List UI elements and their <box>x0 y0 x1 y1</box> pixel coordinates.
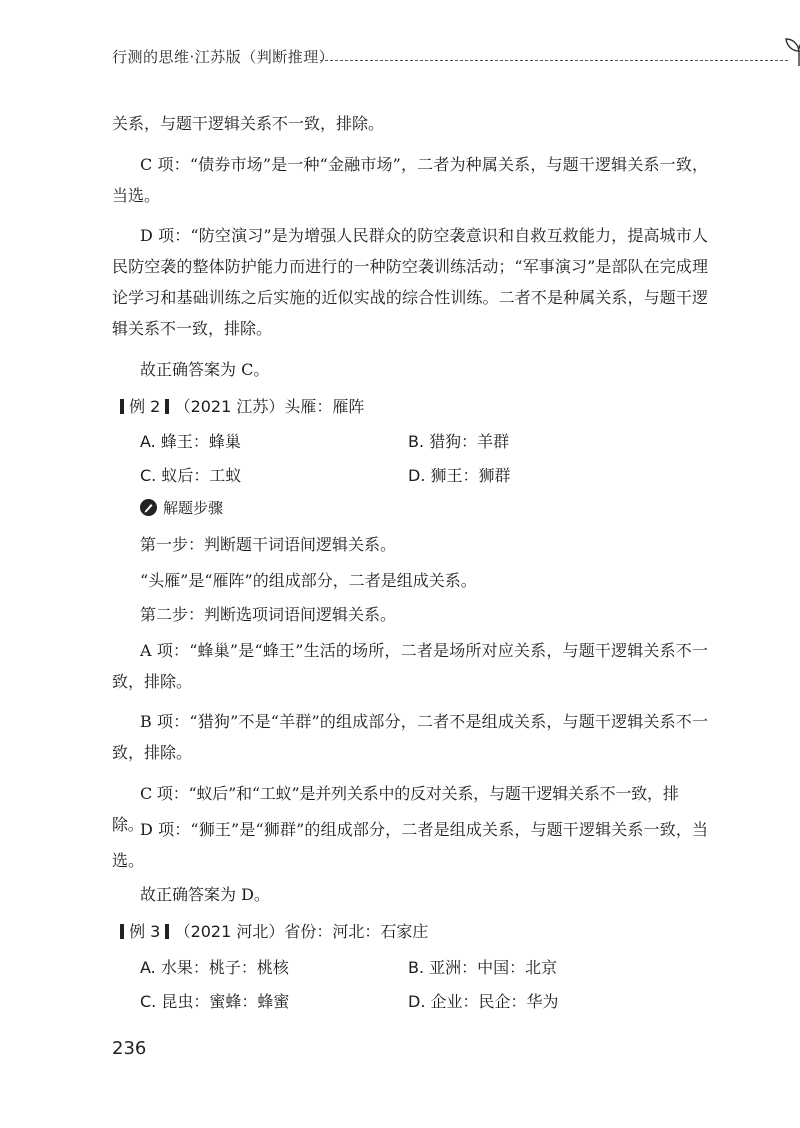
example-2-option-b: B. 猎狗：羊群 <box>408 432 510 451</box>
running-header <box>112 46 712 74</box>
step-2: 第二步：判断选项词语间逻辑关系。 <box>140 605 397 624</box>
solution-steps-title: 解题步骤 <box>163 499 224 517</box>
analysis-option-a: A 项：“蜂巢”是“蜂王”生活的场所，二者是场所对应关系，与题干逻辑关系不一致，排除。 <box>112 641 708 691</box>
example-3-option-d: D. 企业：民企：华为 <box>408 992 559 1011</box>
analysis-option-d: D 项：“狮王”是“狮群”的组成部分，二者是组成关系，与题干逻辑关系一致，当选。 <box>112 820 708 870</box>
example-3-stem: 省份：河北：石家庄 <box>284 922 429 941</box>
paragraph-option-c: C 项：“债券市场”是一种“金融市场”，二者为种属关系，与题干逻辑关系一致，当选。 <box>112 155 708 205</box>
pencil-badge-icon <box>140 499 157 516</box>
solution-steps-heading <box>140 497 223 518</box>
example-3-label: 例 3 <box>129 922 161 941</box>
analysis-option-b: B 项：“猎狗”不是“羊群”的组成部分，二者不是组成关系，与题干逻辑关系不一致，排除。 <box>112 712 708 762</box>
example-2-label: 例 2 <box>129 397 161 416</box>
example-marker-right <box>165 924 169 939</box>
example-marker-right <box>165 399 169 414</box>
example-3-option-c: C. 昆虫：蜜蜂：蜂蜜 <box>140 992 290 1011</box>
sprout-icon <box>782 34 800 68</box>
book-title: 行测的思维·江苏版（判断推理） <box>112 48 335 66</box>
example-3-source: （2021 河北） <box>174 922 285 941</box>
example-marker-left <box>120 399 124 414</box>
example-2-stem: 头雁：雁阵 <box>284 397 365 416</box>
example-3-heading <box>120 919 428 942</box>
example-2-option-a: A. 蜂王：蜂巢 <box>140 432 241 451</box>
header-dashed-rule <box>320 60 788 61</box>
paragraph-answer-d: 故正确答案为 D。 <box>140 885 270 904</box>
example-2-option-d: D. 狮王：狮群 <box>408 466 511 485</box>
example-2-heading <box>120 394 364 417</box>
example-2-source: （2021 江苏） <box>174 397 285 416</box>
paragraph-option-d: D 项：“防空演习”是为增强人民群众的防空袭意识和自救互救能力，提高城市人民防空袭的整体防护能力而进行的一种防空袭训练活动；“军事演习”是部队在完成理论学习和基础训练之后实施的近似实战的综合性训练。二者不是种属关系，与题干逻辑关系不一致，排除。 <box>112 226 708 338</box>
step-1-analysis: “头雁”是“雁阵”的组成部分，二者是组成关系。 <box>140 571 477 590</box>
paragraph-continuation: 关系，与题干逻辑关系不一致，排除。 <box>112 114 385 133</box>
example-3-option-a: A. 水果：桃子：桃核 <box>140 958 289 977</box>
example-2-option-c: C. 蚁后：工蚁 <box>140 466 242 485</box>
example-3-option-b: B. 亚洲：中国：北京 <box>408 958 558 977</box>
analysis-option-c: C 项：“蚁后”和“工蚁”是并列关系中的反对关系，与题干逻辑关系不一致，排除。 <box>112 784 679 834</box>
example-marker-left <box>120 924 124 939</box>
paragraph-answer-c: 故正确答案为 C。 <box>140 360 270 379</box>
page-number: 236 <box>112 1038 147 1059</box>
step-1: 第一步：判断题干词语间逻辑关系。 <box>140 535 397 554</box>
